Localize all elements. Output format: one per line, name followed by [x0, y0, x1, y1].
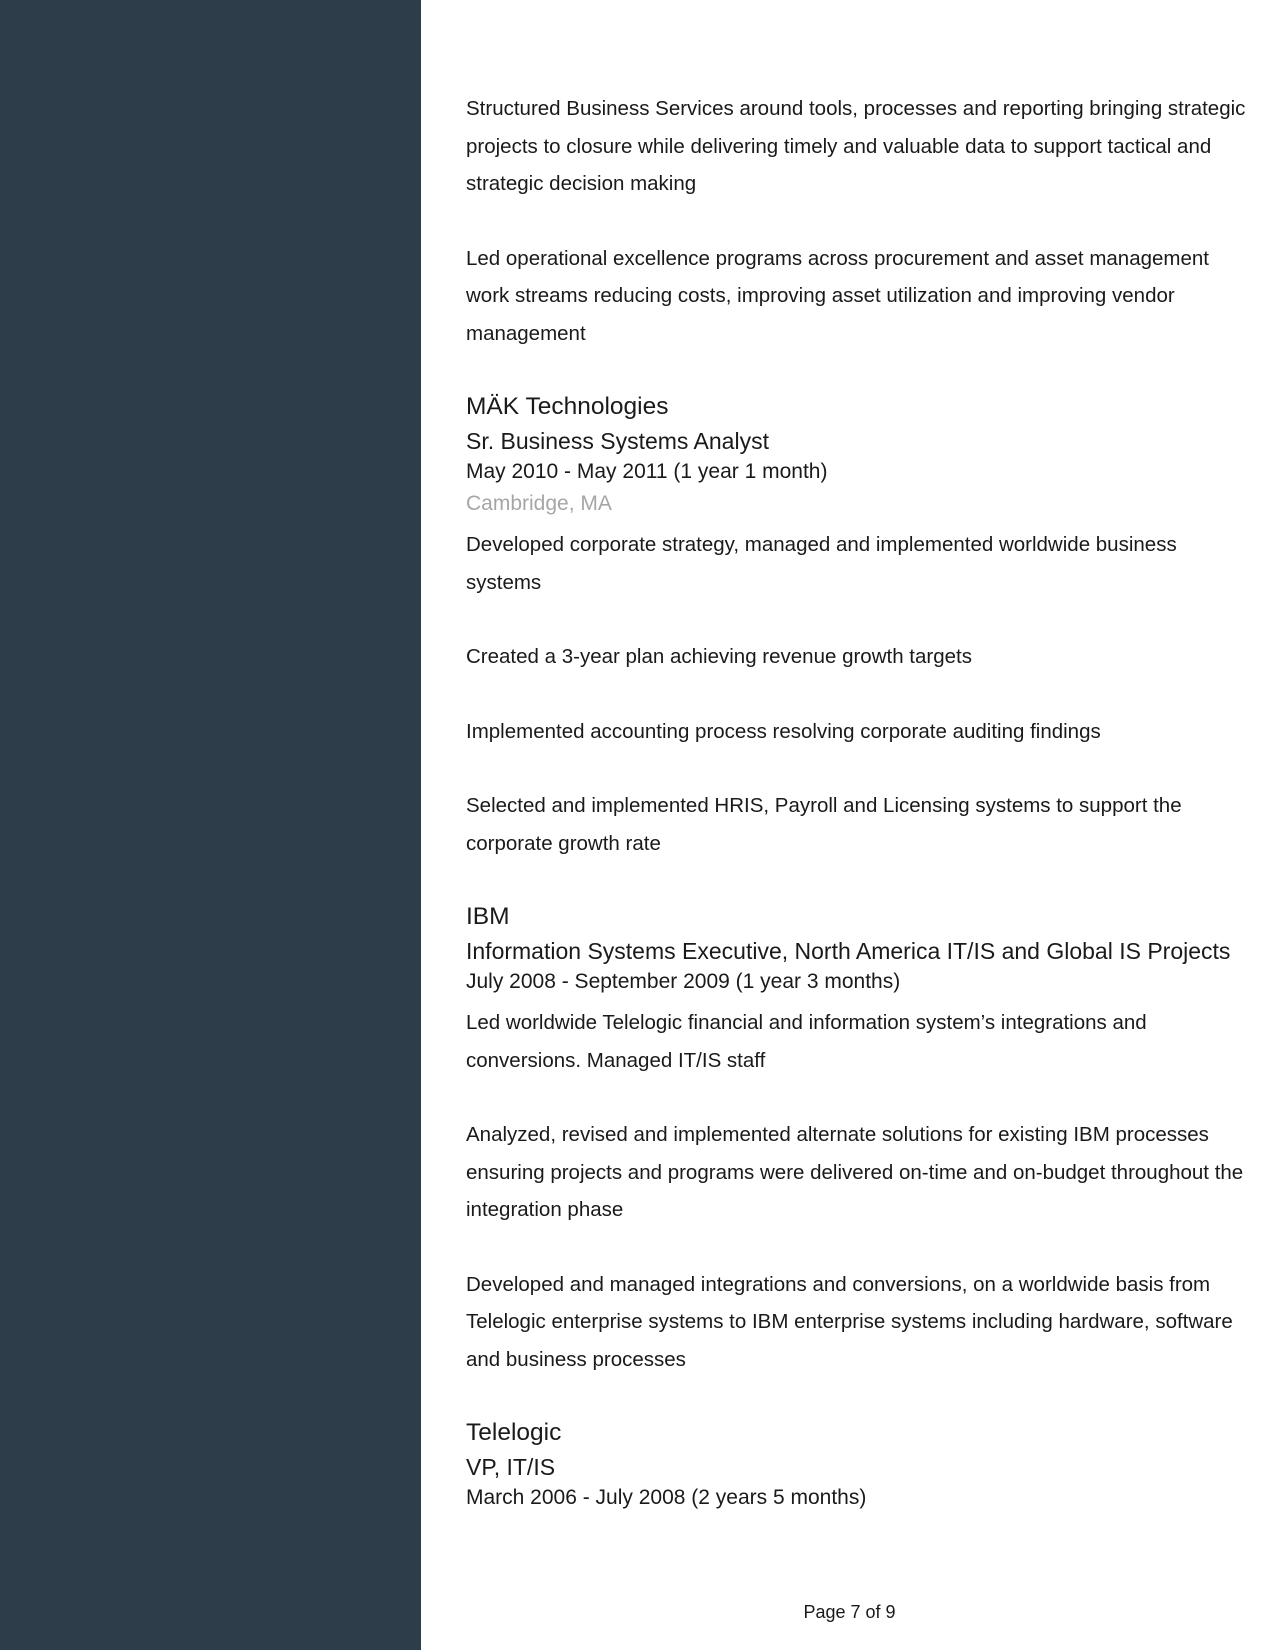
page-number: Page 7 of 9 [803, 1602, 896, 1622]
company-name: Telelogic [466, 1419, 562, 1446]
job-entry-mak [466, 392, 1246, 862]
paragraph: Developed and managed integrations and conversions, on a worldwide basis from Telelogic enterprise systems to IBM enterprise systems including hardware, software and business processes [466, 1272, 1233, 1371]
job-title: Sr. Business Systems Analyst [466, 428, 769, 454]
resume-content [466, 90, 1246, 1512]
job-dates: July 2008 - September 2009 (1 year 3 months) [466, 970, 901, 993]
job-description [466, 1004, 1246, 1378]
job-location: Cambridge, MA [466, 492, 612, 515]
company-name: MÄK Technologies [466, 393, 669, 420]
paragraph: Structured Business Services around tools, processes and reporting bringing strategic projects to closure while delivering timely and valuable data to support tactical and strategic decision making [466, 97, 1246, 195]
sidebar-panel [0, 0, 421, 1650]
paragraph: Created a 3-year plan achieving revenue growth targets [466, 645, 972, 668]
paragraph: Led worldwide Telelogic financial and information system’s integrations and conversions. Managed IT/IS staff [466, 1011, 1147, 1072]
job-dates: March 2006 - July 2008 (2 years 5 months) [466, 1486, 867, 1509]
paragraph: Analyzed, revised and implemented alternate solutions for existing IBM processes ensuring projects and programs were delivered on-time and on-budget throughout the integration phase [466, 1123, 1244, 1221]
job-title: Information Systems Executive, North America IT/IS and Global IS Projects [466, 938, 1231, 964]
paragraph: Selected and implemented HRIS, Payroll and Licensing systems to support the corporate growth rate [466, 794, 1182, 855]
page-footer [0, 1600, 1275, 1624]
paragraph: Developed corporate strategy, managed and implemented worldwide business systems [466, 533, 1177, 594]
job-entry-telelogic [466, 1418, 1246, 1512]
intro-section [466, 90, 1246, 352]
job-description [466, 526, 1246, 862]
job-dates: May 2010 - May 2011 (1 year 1 month) [466, 460, 828, 483]
job-title: VP, IT/IS [466, 1454, 556, 1480]
paragraph: Implemented accounting process resolving corporate auditing findings [466, 719, 1101, 743]
paragraph: Led operational excellence programs across procurement and asset management work streams reducing costs, improving asset utilization and improving vendor management [466, 246, 1209, 345]
company-name: IBM [466, 903, 510, 930]
job-entry-ibm [466, 902, 1246, 1378]
